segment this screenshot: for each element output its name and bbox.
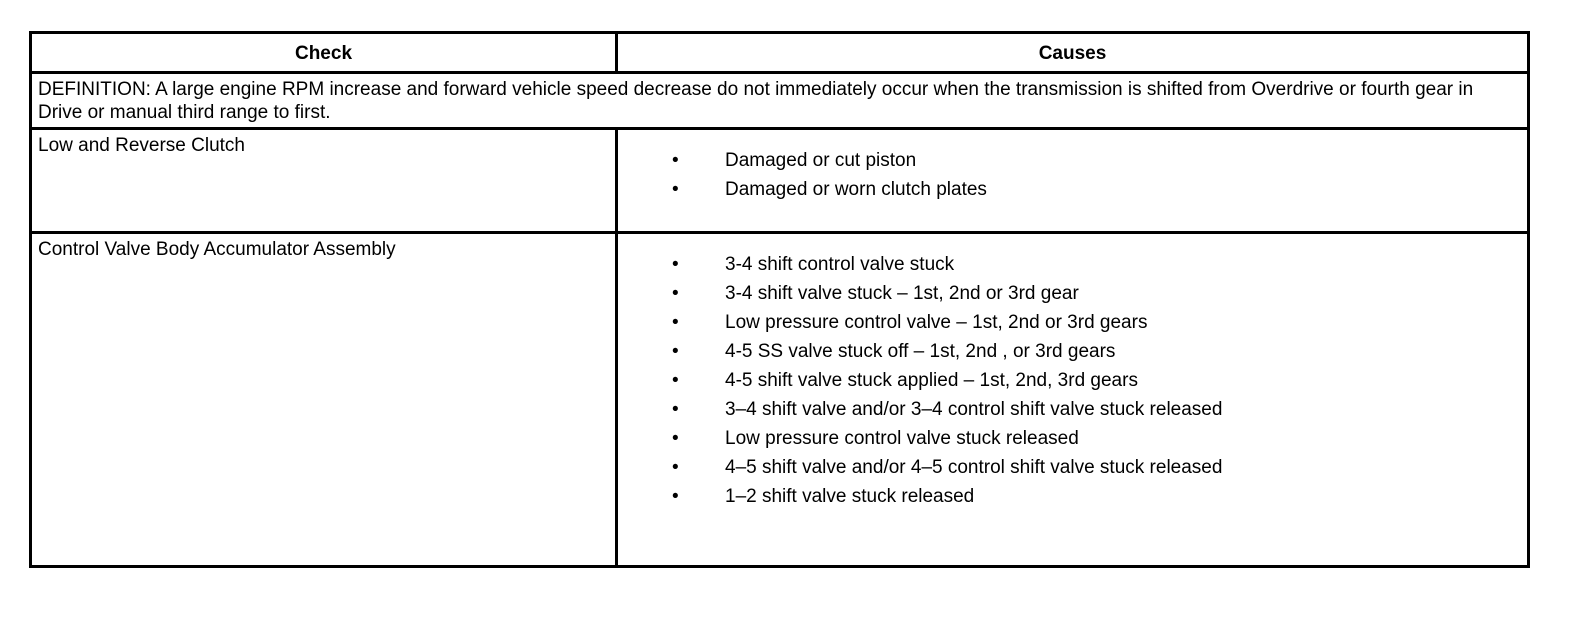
cause-text: 1–2 shift valve stuck released: [725, 486, 975, 507]
list-item: [666, 308, 1527, 337]
check-cell-low-reverse-clutch: Low and Reverse Clutch: [31, 129, 617, 233]
list-item: [666, 146, 1527, 175]
definition-row: [31, 73, 1529, 129]
table-row: [31, 129, 1529, 233]
bullet-icon: •: [672, 179, 679, 200]
list-item: [666, 395, 1527, 424]
definition-text: DEFINITION: A large engine RPM increase and forward vehicle speed decrease do not immediately occur when the transmission is shifted from Overdrive or fourth gear in Drive or manual third range to first.: [31, 73, 1529, 129]
bullet-icon: •: [672, 254, 679, 275]
cause-text: 4–5 shift valve and/or 4–5 control shift valve stuck released: [725, 457, 1223, 478]
header-causes: Causes: [617, 33, 1529, 73]
bullet-icon: •: [672, 428, 679, 449]
bullet-icon: •: [672, 370, 679, 391]
cause-text: 3–4 shift valve and/or 3–4 control shift valve stuck released: [725, 399, 1223, 420]
causes-cell-control-valve-body: [617, 233, 1529, 567]
bullet-icon: •: [672, 283, 679, 304]
cause-text: Damaged or worn clutch plates: [725, 179, 987, 200]
bullet-icon: •: [672, 399, 679, 420]
cause-text: 4-5 shift valve stuck applied – 1st, 2nd, 3rd gears: [725, 370, 1138, 391]
check-cell-control-valve-body: Control Valve Body Accumulator Assembly: [31, 233, 617, 567]
cause-text: 3-4 shift valve stuck – 1st, 2nd or 3rd gear: [725, 283, 1079, 304]
bullet-icon: •: [672, 312, 679, 333]
list-item: [666, 482, 1527, 511]
list-item: [666, 279, 1527, 308]
cause-text: 3-4 shift control valve stuck: [725, 254, 955, 275]
diagnostic-table-container: [29, 31, 1527, 568]
header-row: [31, 33, 1529, 73]
list-item: [666, 366, 1527, 395]
causes-list: [618, 234, 1527, 511]
cause-text: Low pressure control valve stuck released: [725, 428, 1079, 449]
cause-text: Damaged or cut piston: [725, 150, 917, 171]
list-item: [666, 250, 1527, 279]
diagnostic-table: [29, 31, 1530, 568]
causes-list: [618, 130, 1527, 204]
header-check: Check: [31, 33, 617, 73]
table-row: [31, 233, 1529, 567]
list-item: [666, 453, 1527, 482]
list-item: [666, 424, 1527, 453]
cause-text: 4-5 SS valve stuck off – 1st, 2nd , or 3rd gears: [725, 341, 1116, 362]
bullet-icon: •: [672, 457, 679, 478]
bullet-icon: •: [672, 150, 679, 171]
cause-text: Low pressure control valve – 1st, 2nd or 3rd gears: [725, 312, 1148, 333]
list-item: [666, 337, 1527, 366]
causes-cell-low-reverse-clutch: [617, 129, 1529, 233]
bullet-icon: •: [672, 486, 679, 507]
list-item: [666, 175, 1527, 204]
bullet-icon: •: [672, 341, 679, 362]
